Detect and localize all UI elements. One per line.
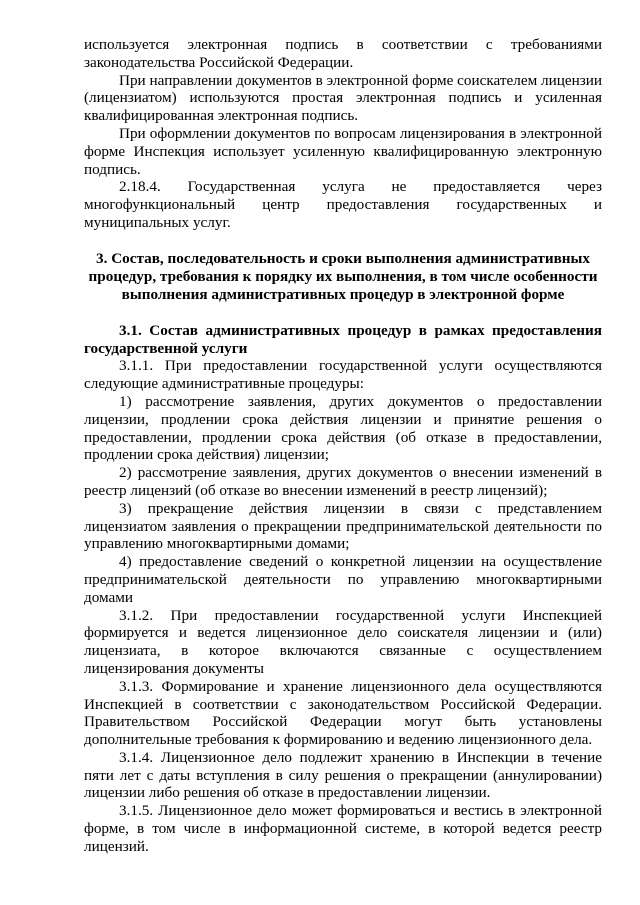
section-3-title: 3. Состав, последовательность и сроки выполнения административных процедур, требования к порядку их выполнения, в том числе особенности выполнения административных процедур в электронной форме bbox=[88, 249, 598, 303]
paragraph-3-1-1: 3.1.1. При предоставлении государственной услуги осуществляются следующие административные процедуры: bbox=[84, 357, 602, 393]
subsection-3-1-title: 3.1. Состав административных процедур в рамках предоставления государственной услуги bbox=[84, 321, 602, 357]
paragraph-3-1-2: 3.1.2. При предоставлении государственной услуги Инспекцией формируется и ведется лицензионное дело соискателя лицензии и (или) лицензиата, в которое включаются связанные с осуществлением лицензирования документы bbox=[84, 606, 602, 677]
list-item-1: 1) рассмотрение заявления, других документов о предоставлении лицензии, продлении срока действия лицензии и принятие решения о предоставлении, продлении срока действия (об отказе в предоставлении, продлении срока действия) лицензии; bbox=[84, 392, 602, 464]
paragraph-e-signature-law: используется электронная подпись в соответствии с требованиями законодательства Российской Федерации. bbox=[84, 36, 602, 71]
paragraph-2-18-4: 2.18.4. Государственная услуга не предоставляется через многофункциональный центр предоставления государственных и муниципальных услуг. bbox=[84, 178, 602, 231]
paragraph-e-signature-applicant: При направлении документов в электронной форме соискателем лицензии (лицензиатом) используются простая электронная подпись и усиленная квалифицированная электронная подпись. bbox=[84, 71, 602, 125]
paragraph-3-1-5: 3.1.5. Лицензионное дело может формироваться и вестись в электронной форме, в том числе в информационной системе, в которой ведется реестр лицензий. bbox=[84, 802, 602, 855]
paragraph-3-1-3: 3.1.3. Формирование и хранение лицензионного дела осуществляются Инспекцией в соответствии с законодательством Российской Федерации. Правительством Российской Федерации могут быть установлены дополнительные требования к формированию и ведению лицензионного дела. bbox=[84, 677, 602, 749]
paragraph-e-signature-inspection: При оформлении документов по вопросам лицензирования в электронной форме Инспекция использует усиленную квалифицированную электронную подпись. bbox=[84, 124, 602, 178]
list-item-2: 2) рассмотрение заявления, других документов о внесении изменений в реестр лицензий (об отказе во внесении изменений в реестр лицензий); bbox=[84, 464, 602, 499]
list-item-4: 4) предоставление сведений о конкретной лицензии на осуществление предпринимательской деятельности по управлению многоквартирными домами bbox=[84, 553, 602, 606]
paragraph-3-1-4: 3.1.4. Лицензионное дело подлежит хранению в Инспекции в течение пяти лет с даты вступления в силу решения о прекращении (аннулировании) лицензии либо решения об отказе в предоставлении лицензии. bbox=[84, 748, 602, 802]
list-item-3: 3) прекращение действия лицензии в связи с представлением лицензиатом заявления о прекращении предпринимательской деятельности по управлению многоквартирными домами; bbox=[84, 499, 602, 553]
document-page bbox=[84, 36, 602, 856]
